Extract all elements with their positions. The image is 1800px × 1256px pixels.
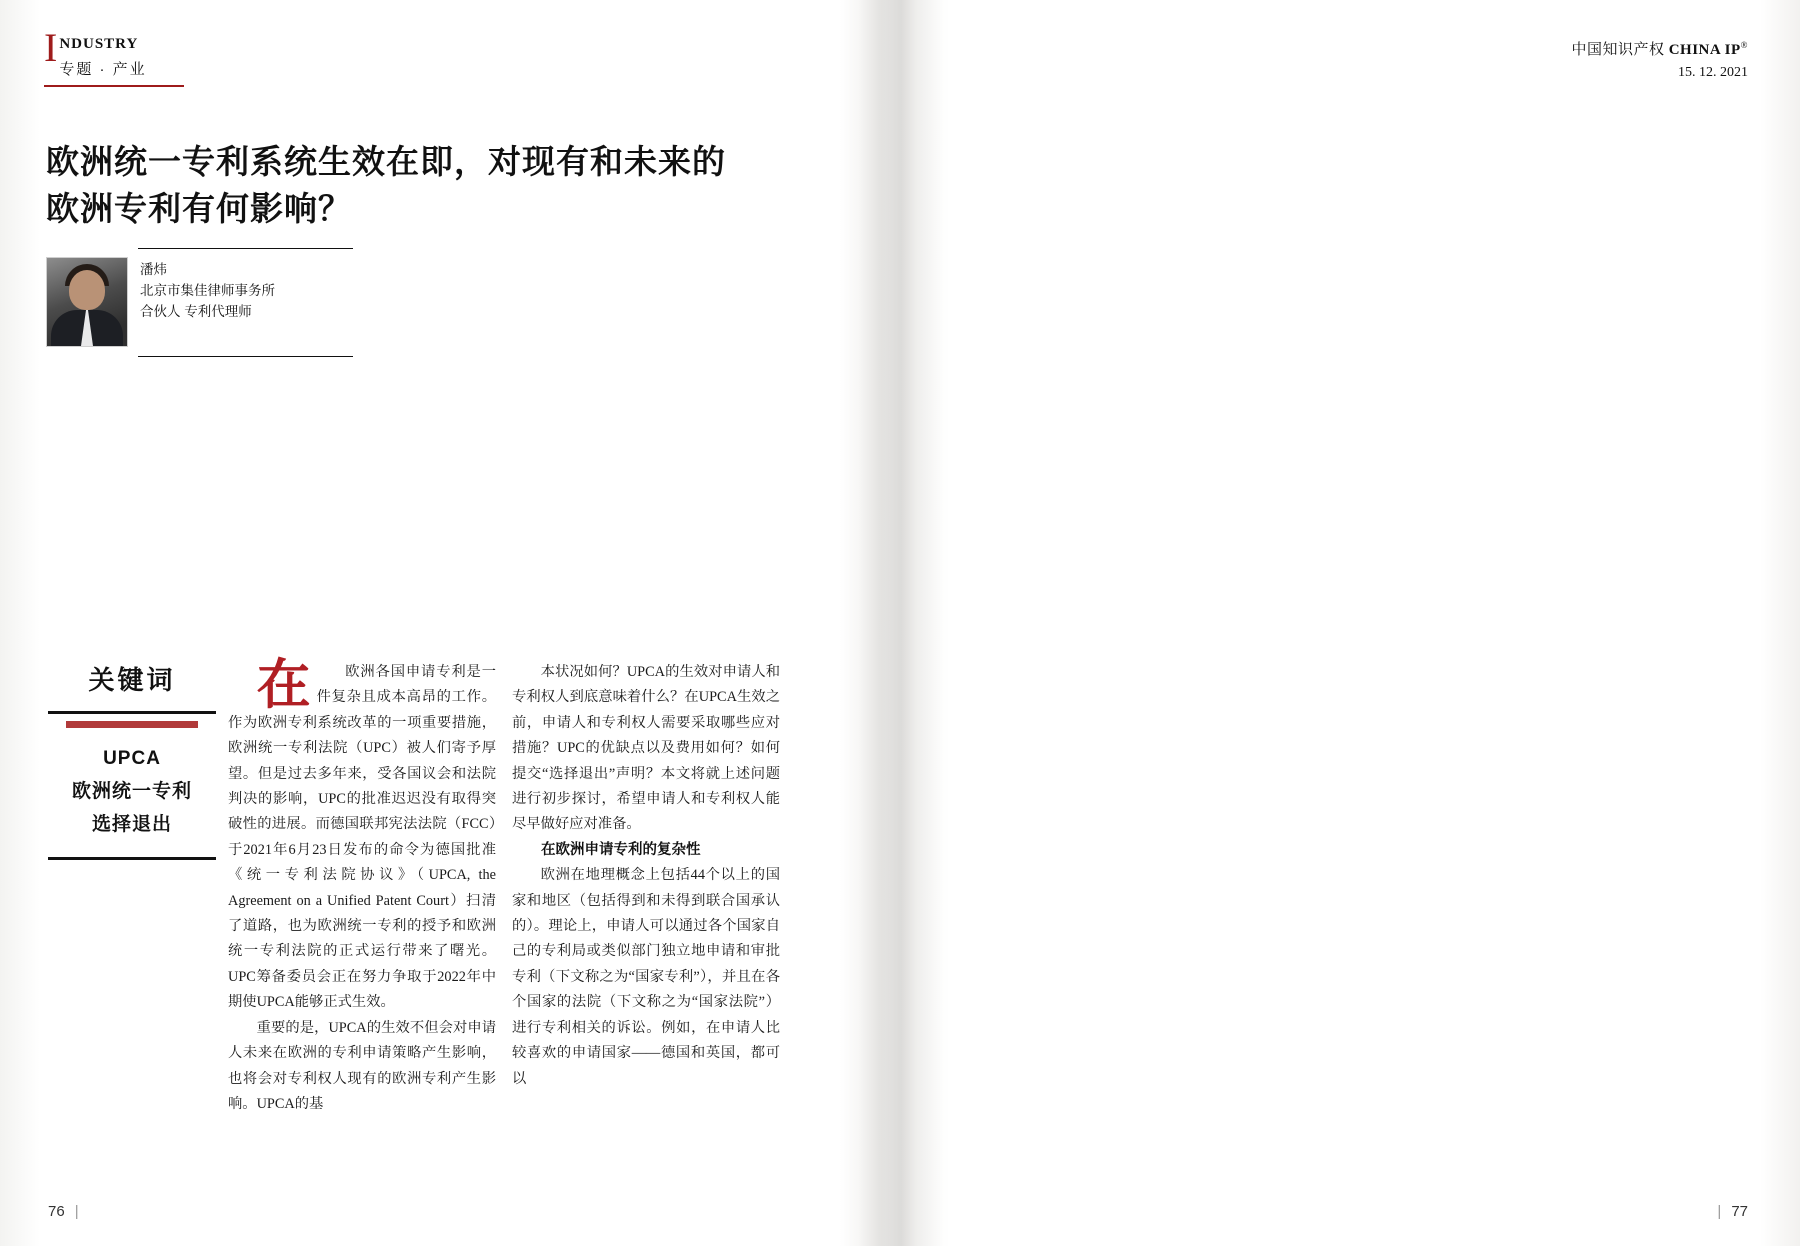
paragraph: 本状况如何？UPCA的生效对申请人和专利权人到底意味着什么？在UPCA生效之前，申请人和专利权人需要采取哪些应对措施？UPC的优缺点以及费用如何？如何提交“选择退出”声明？本文将就上述问题进行初步探讨，希望申请人和专利权人能尽早做好应对准备。 [512,664,780,833]
body-column-3 [512,660,780,1092]
page-title: 欧洲统一专利系统生效在即，对现有和未来的欧洲专利有何影响？ [46,143,726,227]
author-role: 合伙人 专利代理师 [140,304,252,319]
issue-title-cn: 中国知识产权 [1571,42,1665,58]
keywords-heading: 关键词 [88,665,176,695]
issue-info [1571,38,1748,81]
kicker-initial: I [44,25,58,70]
folio-number: 76 [48,1203,65,1220]
section-kicker [44,25,147,79]
paragraph: 欧洲在地理概念上包括44个以上的国家和地区（包括得到和未得到联合国承认的）。理论上，申请人可以通过各个国家自己的专利局或类似部门独立地申请和审批专利（下文称之为“国家专利”），并且在各个国家的法院（下文称之为“国家法院”）进行专利相关的诉讼。例如，在申请人比较喜欢的申请国家——德国和英国，都可以 [512,867,780,1087]
author-organization: 北京市集佳律师事务所 [140,283,275,298]
body-column-2 [228,655,496,1117]
kicker-english: NDUSTRY [59,36,139,52]
keyword-item: 选择退出 [91,814,172,835]
keywords-rule-red [66,721,198,728]
author-name: 潘炜 [140,262,167,277]
paragraph: 重要的是，UPCA的生效不但会对申请人未来在欧洲的专利申请策略产生影响，也将会对专利权人现有的欧洲专利产生影响。UPCA的基 [228,1019,496,1112]
left-page [0,0,900,1246]
keywords-box [48,660,216,860]
paragraph-text: 欧洲各国申请专利是一件复杂且成本高昂的工作。作为欧洲专利系统改革的一项重要措施，欧洲统一专利法院（UPC）被人们寄予厚望。但是过去多年来，受各国议会和法院判决的影响，UPC的批准迟迟没有取得突破性的进展。而德国联邦宪法法院（FCC）于2021年6月23日发布的命令为德国批准《统一专利法院协议》（UPCA, the Agreement on a Unified Patent Court）扫清了道路，也为欧洲统一专利的授予和欧洲统一专利法院的正式运行带来了曙光。UPC筹备委员会正在努力争取于2022年中期使UPCA能够正式生效。 [228,664,496,1011]
page-number-right: | 77 [1717,1203,1748,1220]
keywords-rule [48,711,216,714]
author-photo [46,257,128,347]
byline-rule-bottom [138,356,353,357]
dropcap: 在 [256,655,311,715]
keyword-item: 欧洲统一专利 [71,781,192,802]
right-page [900,0,1800,1246]
issue-date: 15. 12. 2021 [1678,65,1748,80]
registered-mark: ® [1740,40,1748,50]
kicker-rule [44,85,184,87]
paragraph [228,655,496,1016]
issue-title-en: CHINA IP [1668,42,1741,58]
keyword-item: UPCA [103,748,161,769]
byline-rule-top [138,248,353,249]
folio-number: 77 [1731,1203,1748,1220]
author-byline [46,248,466,357]
keywords-rule-bottom [48,857,216,860]
kicker-chinese: 专题 · 产业 [59,61,147,78]
subheading: 在欧洲申请专利的复杂性 [541,841,701,858]
page-number-left: 76 | [48,1203,79,1220]
